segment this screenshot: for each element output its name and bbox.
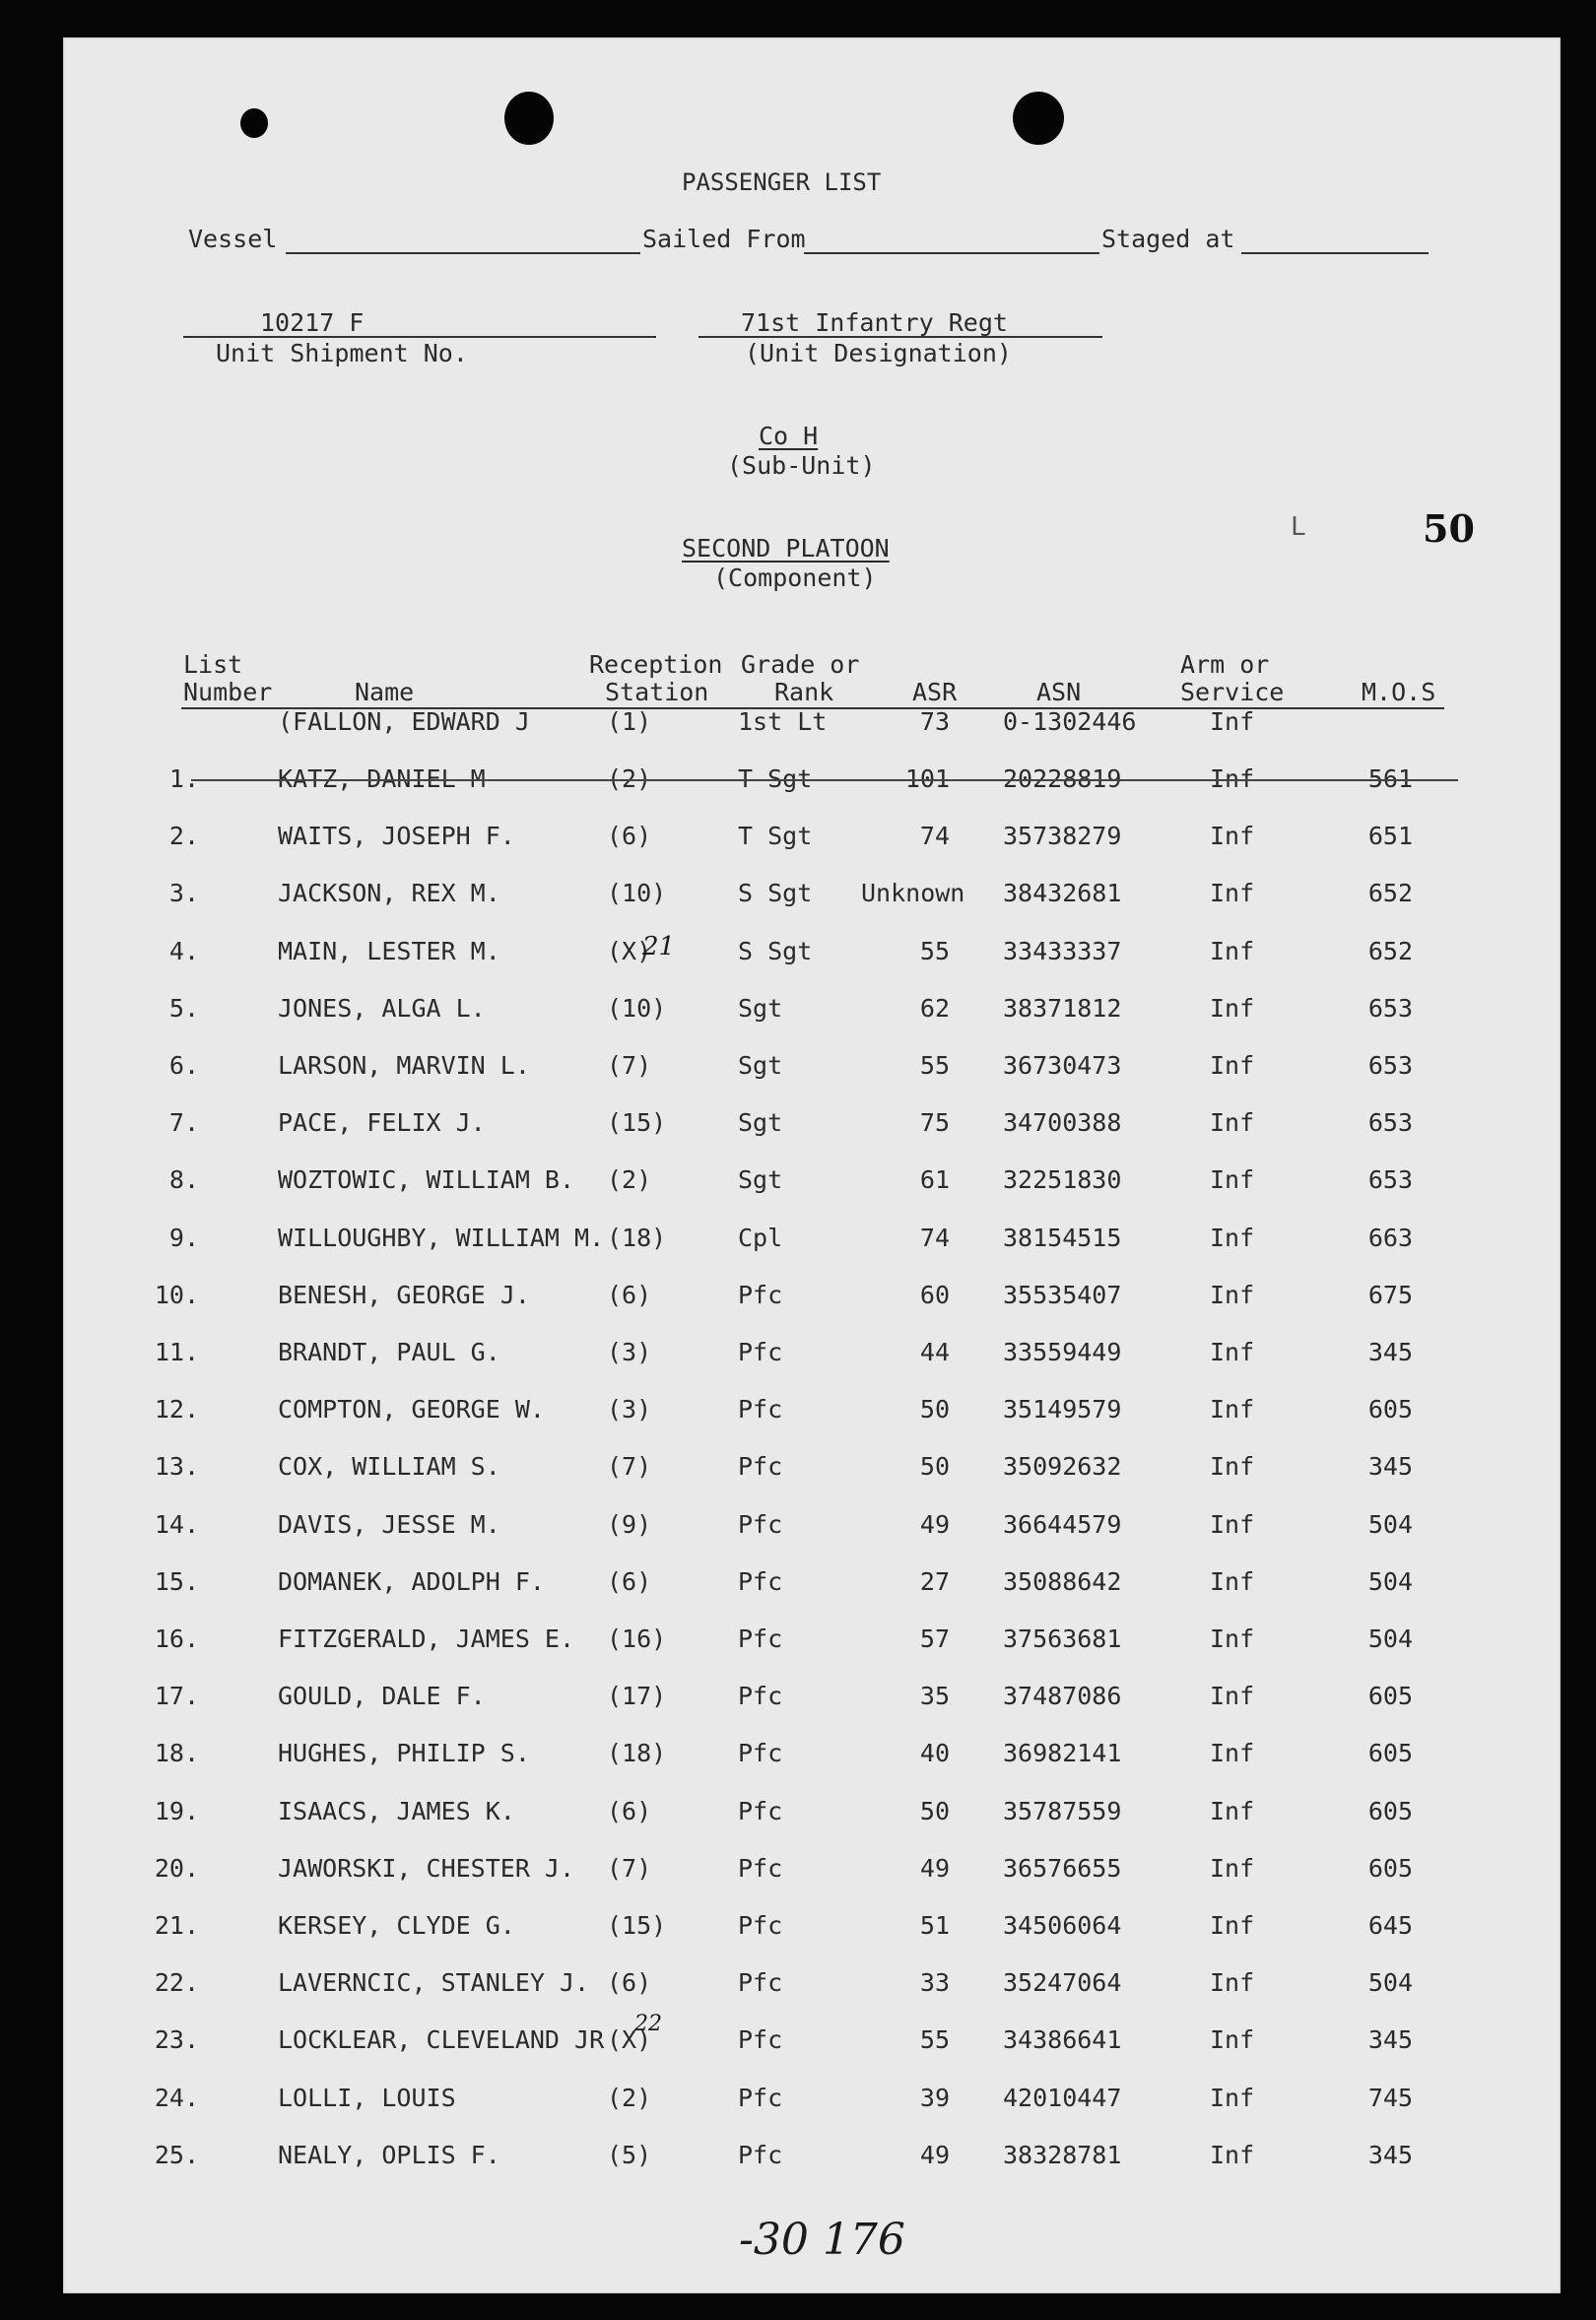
unit-shipment-number: 10217 F	[260, 308, 365, 337]
army-serial-number: 32251830	[1003, 1165, 1122, 1194]
asr-score: 50	[919, 1797, 950, 1825]
soldier-name: BENESH, GEORGE J.	[278, 1281, 530, 1309]
page-mark-number: 50	[1423, 506, 1475, 551]
asr-score: 101	[904, 764, 950, 793]
army-serial-number: 35092632	[1003, 1452, 1122, 1481]
page-mark-prefix: L	[1291, 512, 1306, 542]
mos-code: 653	[1367, 1051, 1413, 1080]
grade-rank: Pfc	[738, 2025, 783, 2054]
mos-code: 653	[1367, 994, 1413, 1023]
list-number: 6.	[168, 1051, 199, 1080]
header-reception-2: Station	[605, 678, 709, 706]
soldier-name: LOLLI, LOUIS	[278, 2084, 456, 2112]
grade-rank: Sgt	[738, 1165, 783, 1194]
sailed-from-label: Sailed From	[642, 225, 806, 253]
list-number: 25.	[154, 2141, 199, 2169]
grade-rank: Pfc	[738, 1338, 783, 1366]
grade-rank: Pfc	[738, 1395, 783, 1424]
soldier-name: JACKSON, REX M.	[278, 879, 500, 907]
header-grade-2: Rank	[774, 678, 834, 706]
soldier-name: JAWORSKI, CHESTER J.	[278, 1854, 575, 1883]
list-number: 18.	[154, 1739, 199, 1767]
grade-rank: S Sgt	[738, 879, 813, 907]
list-number: 8.	[168, 1165, 199, 1194]
sub-unit: Co H	[759, 422, 819, 450]
soldier-name: DAVIS, JESSE M.	[278, 1510, 500, 1539]
staged-at-field-line	[1241, 252, 1429, 254]
list-number: 24.	[154, 2084, 199, 2112]
grade-rank: Cpl	[738, 1224, 783, 1252]
arm-or-service: Inf	[1210, 1338, 1255, 1366]
header-list-number-2: Number	[183, 678, 273, 706]
army-serial-number: 42010447	[1003, 2084, 1122, 2112]
reception-station: (2)	[607, 764, 652, 793]
officer-station: (1)	[607, 707, 652, 736]
reception-station: (7)	[607, 1854, 652, 1883]
reception-station: (6)	[607, 822, 652, 850]
asr-score: Unknown	[861, 879, 965, 907]
army-serial-number: 33433337	[1003, 937, 1122, 965]
header-arm-2: Service	[1180, 678, 1285, 706]
asr-score: 50	[919, 1452, 950, 1481]
list-number: 2.	[168, 822, 199, 850]
arm-or-service: Inf	[1210, 1510, 1255, 1539]
asr-score: 74	[919, 822, 950, 850]
army-serial-number: 38328781	[1003, 2141, 1122, 2169]
list-number: 13.	[154, 1452, 199, 1481]
list-number: 7.	[168, 1108, 199, 1137]
soldier-name: HUGHES, PHILIP S.	[278, 1739, 530, 1767]
soldier-name: DOMANEK, ADOLPH F.	[278, 1567, 545, 1596]
reception-station: (10)	[607, 994, 667, 1023]
army-serial-number: 38371812	[1003, 994, 1122, 1023]
header-mos: M.O.S	[1362, 678, 1436, 706]
mos-code: 504	[1367, 1567, 1413, 1596]
reception-station: (7)	[607, 1051, 652, 1080]
army-serial-number: 35088642	[1003, 1567, 1122, 1596]
grade-rank: Pfc	[738, 1968, 783, 1997]
mos-code: 653	[1367, 1165, 1413, 1194]
arm-or-service: Inf	[1210, 1854, 1255, 1883]
list-number: 21.	[154, 1911, 199, 1940]
handwritten-footer-note: -30 176	[739, 2215, 905, 2265]
arm-or-service: Inf	[1210, 1682, 1255, 1710]
army-serial-number: 36982141	[1003, 1739, 1122, 1767]
asr-score: 50	[919, 1395, 950, 1424]
army-serial-number: 20228819	[1003, 764, 1122, 793]
asr-score: 55	[919, 937, 950, 965]
list-number: 12.	[154, 1395, 199, 1424]
asr-score: 33	[919, 1968, 950, 1997]
reception-station: (15)	[607, 1911, 667, 1940]
grade-rank: Sgt	[738, 1051, 783, 1080]
asr-score: 60	[919, 1281, 950, 1309]
header-asr: ASR	[912, 678, 958, 706]
list-number: 14.	[154, 1510, 199, 1539]
list-number: 15.	[154, 1567, 199, 1596]
grade-rank: T Sgt	[738, 764, 813, 793]
list-number: 23.	[154, 2025, 199, 2054]
vessel-field-line	[286, 252, 640, 254]
soldier-name: PACE, FELIX J.	[278, 1108, 486, 1137]
soldier-name: LOCKLEAR, CLEVELAND JR	[278, 2025, 605, 2054]
army-serial-number: 35738279	[1003, 822, 1122, 850]
sailed-from-field-line	[804, 252, 1099, 254]
component-label: (Component)	[713, 563, 877, 592]
asr-score: 61	[919, 1165, 950, 1194]
arm-or-service: Inf	[1210, 994, 1255, 1023]
army-serial-number: 33559449	[1003, 1338, 1122, 1366]
header-name: Name	[355, 678, 415, 706]
arm-or-service: Inf	[1210, 1624, 1255, 1653]
document-title: PASSENGER LIST	[682, 168, 882, 196]
soldier-name: LAVERNCIC, STANLEY J.	[278, 1968, 590, 1997]
mos-code: 605	[1367, 1739, 1413, 1767]
arm-or-service: Inf	[1210, 2141, 1255, 2169]
arm-or-service: Inf	[1210, 1051, 1255, 1080]
army-serial-number: 38432681	[1003, 879, 1122, 907]
reception-station: (6)	[607, 1968, 652, 1997]
arm-or-service: Inf	[1210, 1797, 1255, 1825]
asr-score: 35	[919, 1682, 950, 1710]
officer-asn: 0-1302446	[1003, 707, 1137, 736]
soldier-name: WOZTOWIC, WILLIAM B.	[278, 1165, 575, 1194]
grade-rank: Pfc	[738, 1854, 783, 1883]
arm-or-service: Inf	[1210, 937, 1255, 965]
asr-score: 57	[919, 1624, 950, 1653]
army-serial-number: 34700388	[1003, 1108, 1122, 1137]
arm-or-service: Inf	[1210, 1911, 1255, 1940]
soldier-name: NEALY, OPLIS F.	[278, 2141, 500, 2169]
reception-station: (6)	[607, 1567, 652, 1596]
reception-station: (18)	[607, 1224, 667, 1252]
asr-score: 55	[919, 2025, 950, 2054]
reception-station: (2)	[607, 1165, 652, 1194]
header-list-number-1: List	[183, 650, 243, 679]
soldier-name: KERSEY, CLYDE G.	[278, 1911, 515, 1940]
asr-score: 49	[919, 2141, 950, 2169]
vessel-label: Vessel	[188, 225, 278, 253]
reception-station: (X)	[607, 937, 652, 965]
asr-score: 55	[919, 1051, 950, 1080]
component-name: SECOND PLATOON	[682, 534, 890, 563]
unit-designation-line	[698, 336, 1102, 338]
reception-station: (9)	[607, 1510, 652, 1539]
reception-station: (X)	[607, 2025, 652, 2054]
soldier-name: ISAACS, JAMES K.	[278, 1797, 515, 1825]
reception-station: (2)	[607, 2084, 652, 2112]
grade-rank: Pfc	[738, 1567, 783, 1596]
army-serial-number: 36644579	[1003, 1510, 1122, 1539]
grade-rank: Pfc	[738, 1797, 783, 1825]
army-serial-number: 35535407	[1003, 1281, 1122, 1309]
soldier-name: MAIN, LESTER M.	[278, 937, 500, 965]
punch-hole	[504, 92, 554, 145]
arm-or-service: Inf	[1210, 1281, 1255, 1309]
grade-rank: T Sgt	[738, 822, 813, 850]
arm-or-service: Inf	[1210, 1739, 1255, 1767]
soldier-name: FITZGERALD, JAMES E.	[278, 1624, 575, 1653]
army-serial-number: 37487086	[1003, 1682, 1122, 1710]
officer-arm: Inf	[1210, 707, 1255, 736]
list-number: 11.	[154, 1338, 199, 1366]
header-grade-1: Grade or	[741, 650, 860, 679]
arm-or-service: Inf	[1210, 822, 1255, 850]
strike-through-line	[191, 779, 1458, 781]
reception-station: (5)	[607, 2141, 652, 2169]
mos-code: 605	[1367, 1682, 1413, 1710]
shipment-line	[183, 336, 656, 338]
mos-code: 345	[1367, 1338, 1413, 1366]
grade-rank: Pfc	[738, 1452, 783, 1481]
officer-asr: 73	[919, 707, 950, 736]
arm-or-service: Inf	[1210, 2084, 1255, 2112]
list-number: 10.	[154, 1281, 199, 1309]
asr-score: 49	[919, 1510, 950, 1539]
mos-code: 605	[1367, 1395, 1413, 1424]
list-number: 3.	[168, 879, 199, 907]
army-serial-number: 37563681	[1003, 1624, 1122, 1653]
grade-rank: Sgt	[738, 994, 783, 1023]
header-arm-1: Arm or	[1180, 650, 1270, 679]
mos-code: 504	[1367, 1624, 1413, 1653]
asr-score: 27	[919, 1567, 950, 1596]
reception-station: (6)	[607, 1797, 652, 1825]
reception-station: (6)	[607, 1281, 652, 1309]
unit-shipment-label: Unit Shipment No.	[216, 339, 468, 367]
arm-or-service: Inf	[1210, 1567, 1255, 1596]
asr-score: 62	[919, 994, 950, 1023]
mos-code: 605	[1367, 1797, 1413, 1825]
army-serial-number: 36730473	[1003, 1051, 1122, 1080]
army-serial-number: 35787559	[1003, 1797, 1122, 1825]
officer-grade: 1st Lt	[738, 707, 828, 736]
arm-or-service: Inf	[1210, 1224, 1255, 1252]
list-number: 22.	[154, 1968, 199, 1997]
handwritten-station-note: 21	[642, 932, 676, 961]
soldier-name: WAITS, JOSEPH F.	[278, 822, 515, 850]
arm-or-service: Inf	[1210, 2025, 1255, 2054]
mos-code: 651	[1367, 822, 1413, 850]
grade-rank: Pfc	[738, 2141, 783, 2169]
grade-rank: S Sgt	[738, 937, 813, 965]
army-serial-number: 36576655	[1003, 1854, 1122, 1883]
punch-hole	[1013, 92, 1064, 145]
reception-station: (17)	[607, 1682, 667, 1710]
mos-code: 345	[1367, 2141, 1413, 2169]
list-number: 19.	[154, 1797, 199, 1825]
asr-score: 75	[919, 1108, 950, 1137]
army-serial-number: 38154515	[1003, 1224, 1122, 1252]
mos-code: 645	[1367, 1911, 1413, 1940]
mos-code: 605	[1367, 1854, 1413, 1883]
reception-station: (15)	[607, 1108, 667, 1137]
unit-designation: 71st Infantry Regt	[741, 308, 1008, 337]
soldier-name: KATZ, DANIEL M	[278, 764, 486, 793]
army-serial-number: 35247064	[1003, 1968, 1122, 1997]
officer-name: (FALLON, EDWARD J	[278, 707, 530, 736]
mos-code: 652	[1367, 879, 1413, 907]
handwritten-station-note: 22	[634, 2012, 662, 2036]
mos-code: 663	[1367, 1224, 1413, 1252]
grade-rank: Pfc	[738, 1682, 783, 1710]
list-number: 16.	[154, 1624, 199, 1653]
arm-or-service: Inf	[1210, 1165, 1255, 1194]
army-serial-number: 34386641	[1003, 2025, 1122, 2054]
mos-code: 745	[1367, 2084, 1413, 2112]
unit-designation-label: (Unit Designation)	[745, 339, 1012, 367]
punch-hole	[240, 108, 268, 138]
asr-score: 44	[919, 1338, 950, 1366]
staged-at-label: Staged at	[1101, 225, 1235, 253]
asr-score: 74	[919, 1224, 950, 1252]
list-number: 20.	[154, 1854, 199, 1883]
asr-score: 39	[919, 2084, 950, 2112]
reception-station: (10)	[607, 879, 667, 907]
soldier-name: GOULD, DALE F.	[278, 1682, 486, 1710]
soldier-name: WILLOUGHBY, WILLIAM M.	[278, 1224, 605, 1252]
asr-score: 51	[919, 1911, 950, 1940]
list-number: 17.	[154, 1682, 199, 1710]
header-asn: ASN	[1036, 678, 1082, 706]
reception-station: (3)	[607, 1338, 652, 1366]
grade-rank: Sgt	[738, 1108, 783, 1137]
arm-or-service: Inf	[1210, 1452, 1255, 1481]
soldier-name: COX, WILLIAM S.	[278, 1452, 500, 1481]
reception-station: (16)	[607, 1624, 667, 1653]
mos-code: 652	[1367, 937, 1413, 965]
mos-code: 653	[1367, 1108, 1413, 1137]
grade-rank: Pfc	[738, 2084, 783, 2112]
grade-rank: Pfc	[738, 1739, 783, 1767]
soldier-name: LARSON, MARVIN L.	[278, 1051, 530, 1080]
header-reception-1: Reception	[589, 650, 723, 679]
soldier-name: BRANDT, PAUL G.	[278, 1338, 500, 1366]
reception-station: (3)	[607, 1395, 652, 1424]
list-number: 5.	[168, 994, 199, 1023]
army-serial-number: 35149579	[1003, 1395, 1122, 1424]
mos-code: 345	[1367, 2025, 1413, 2054]
arm-or-service: Inf	[1210, 764, 1255, 793]
mos-code: 504	[1367, 1968, 1413, 1997]
mos-code: 561	[1367, 764, 1413, 793]
asr-score: 40	[919, 1739, 950, 1767]
list-number: 9.	[168, 1224, 199, 1252]
grade-rank: Pfc	[738, 1624, 783, 1653]
arm-or-service: Inf	[1210, 1108, 1255, 1137]
mos-code: 675	[1367, 1281, 1413, 1309]
soldier-name: COMPTON, GEORGE W.	[278, 1395, 545, 1424]
grade-rank: Pfc	[738, 1510, 783, 1539]
mos-code: 504	[1367, 1510, 1413, 1539]
reception-station: (18)	[607, 1739, 667, 1767]
arm-or-service: Inf	[1210, 1395, 1255, 1424]
grade-rank: Pfc	[738, 1281, 783, 1309]
grade-rank: Pfc	[738, 1911, 783, 1940]
list-number: 4.	[168, 937, 199, 965]
reception-station: (7)	[607, 1452, 652, 1481]
document-page	[63, 37, 1561, 2293]
mos-code: 345	[1367, 1452, 1413, 1481]
army-serial-number: 34506064	[1003, 1911, 1122, 1940]
asr-score: 49	[919, 1854, 950, 1883]
sub-unit-label: (Sub-Unit)	[727, 451, 876, 480]
list-number: 1.	[168, 764, 199, 793]
arm-or-service: Inf	[1210, 1968, 1255, 1997]
arm-or-service: Inf	[1210, 879, 1255, 907]
soldier-name: JONES, ALGA L.	[278, 994, 486, 1023]
